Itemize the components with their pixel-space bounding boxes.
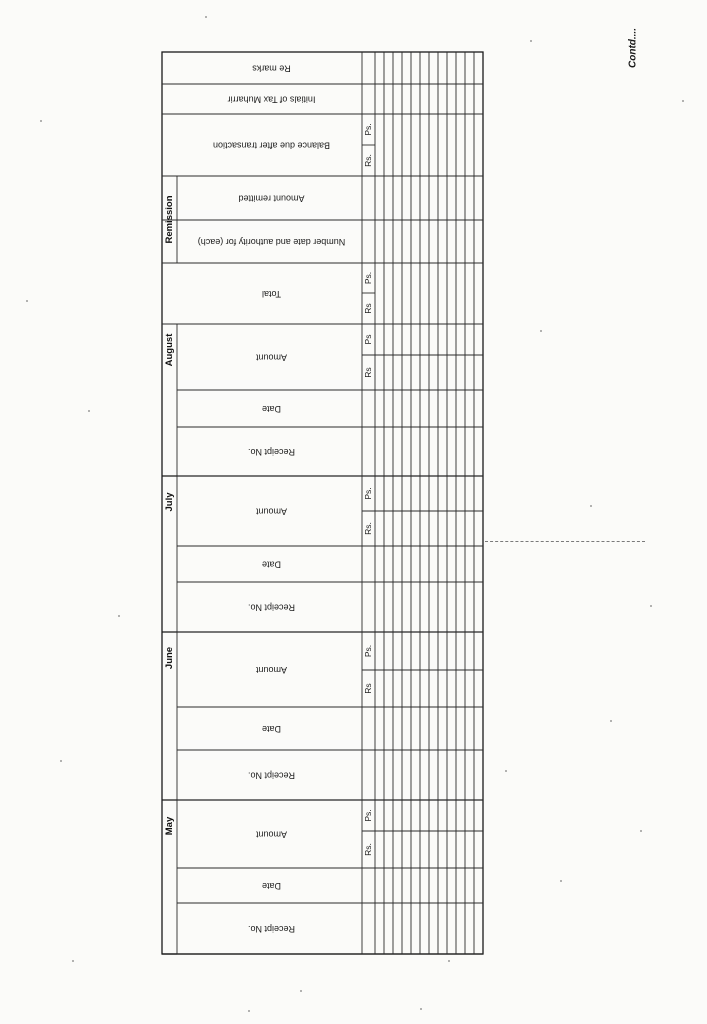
paper-speck xyxy=(505,770,507,772)
header-july-amount: Amount xyxy=(255,506,288,517)
subheader-may-ps: Ps. xyxy=(362,809,373,822)
paper-speck xyxy=(682,100,684,102)
header-rem-number: Number date and authority for (each) xyxy=(197,237,346,248)
group-label-june: June xyxy=(164,646,176,670)
paper-speck xyxy=(448,960,450,962)
subheader-total: Rs xyxy=(362,303,373,314)
header-august-receipt-no-: Receipt No. xyxy=(247,447,296,458)
paper-speck xyxy=(530,40,532,42)
paper-speck xyxy=(248,1010,250,1012)
subheader-total: Ps. xyxy=(362,271,373,285)
header-rem-amount: Amount remitted xyxy=(238,193,305,204)
contd-label: Contd.... xyxy=(627,28,639,68)
header-initials: Initials of Tax Muharrir xyxy=(227,94,316,105)
header-total: Total xyxy=(261,289,282,300)
stray-pen-stroke xyxy=(485,541,645,542)
subheader-may-rs: Rs. xyxy=(362,843,373,856)
group-label-july: July xyxy=(164,492,176,512)
paper-speck xyxy=(640,830,642,832)
group-label-remission: Remission xyxy=(164,195,176,244)
header-may-amount: Amount xyxy=(255,829,288,840)
group-label-august: August xyxy=(164,333,176,367)
header-july-date: Date xyxy=(261,559,282,570)
paper-speck xyxy=(40,120,42,122)
header-may-date: Date xyxy=(261,881,282,892)
subheader-june-ps: Ps. xyxy=(362,644,373,658)
header-august-amount: Amount xyxy=(255,352,288,363)
paper-speck xyxy=(610,720,612,722)
subheader-august-rs: Rs xyxy=(362,367,373,378)
subheader-july-rs: Rs. xyxy=(362,522,373,535)
header-remarks: Re marks xyxy=(252,63,291,74)
paper-speck xyxy=(590,505,592,507)
header-balance: Balance due after transaction xyxy=(212,140,331,151)
paper-speck xyxy=(420,1008,422,1010)
header-june-amount: Amount xyxy=(255,665,288,676)
subheader-august-ps: Ps xyxy=(362,334,373,345)
group-label-may: May xyxy=(164,816,176,836)
paper-speck xyxy=(26,300,28,302)
paper-speck xyxy=(540,330,542,332)
subheader-june-rs: Rs xyxy=(362,683,373,694)
table-frame xyxy=(162,52,483,954)
paper-speck xyxy=(205,16,207,18)
paper-speck xyxy=(88,410,90,412)
header-july-receipt-no-: Receipt No. xyxy=(247,602,296,613)
subheader-july-ps: Ps. xyxy=(362,487,373,500)
paper-speck xyxy=(60,760,62,762)
paper-speck xyxy=(650,605,652,607)
subheader-balance: Ps. xyxy=(362,123,373,136)
paper-speck xyxy=(72,960,74,962)
subheader-balance: Rs. xyxy=(362,154,373,167)
header-june-date: Date xyxy=(261,724,282,735)
paper-speck xyxy=(118,615,120,617)
header-may-receipt-no-: Receipt No. xyxy=(247,924,296,935)
paper-speck xyxy=(300,990,302,992)
header-june-receipt-no-: Receipt No. xyxy=(247,770,296,781)
paper-speck xyxy=(560,880,562,882)
header-august-date: Date xyxy=(261,404,282,415)
